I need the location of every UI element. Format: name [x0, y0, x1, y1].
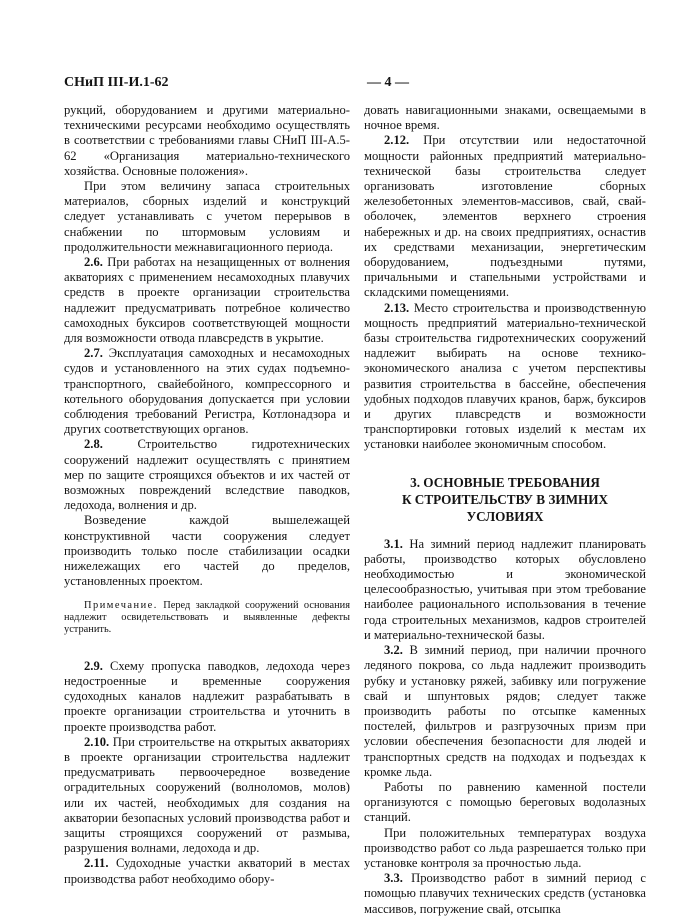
clause-2-12: 2.12. При отсутствии или недостаточной мощности районных предприятий материально-технической базы строительства следует организовать изготовление сборных железобетонных элементов-массивов, свай, свай-оболочек, элементов верхнего строения набережных и др. на своих предприятиях, оснастив их средствами механизации, энергетическим оборудованием, подъездными путями, причальными и стапельными устройствами и складскими помещениями. [364, 133, 646, 300]
paragraph: рукций, оборудованием и другими материально-техническими ресурсами необходимо осуществлять в соответствии с требованиями главы СНиП III-А.5-62 «Организация материально-технического хозяйства. Основные положения». [64, 103, 350, 178]
clause-2-13: 2.13. Место строительства и производственную мощность предприятий материально-технической базы строительства гидротехнических сооружений надлежит выбирать на основе технико-экономического анализа с учетом перспективы развития строительства в бассейне, обеспечения удобных подходов плавучих кранов, барж, буксиров и других плавсредств и возможности транспортировки готовых изделий к местам их установки наиболее экономичным способом. [364, 300, 646, 452]
clause-number: 2.8. [84, 437, 103, 452]
clause-number: 2.7. [84, 346, 103, 361]
section-heading: 3. ОСНОВНЫЕ ТРЕБОВАНИЯ К СТРОИТЕЛЬСТВУ В ЗИМНИХ УСЛОВИЯХ [401, 474, 609, 524]
clause-number: 3.1. [384, 536, 403, 551]
clause-2-10: 2.10. При строительстве на открытых акваториях в проекте организации строительства надлежит предусматривать первоочередное возведение оградительных сооружений (волноломов, молов) или их частей, необходимых для создания на акватории безопасных условий производства работ и защиты строящихся сооружений от размыва, разрушения волнами, ледохода и др. [64, 734, 350, 856]
clause-number: 2.6. [84, 255, 103, 270]
clause-2-8: 2.8. Строительство гидротехнических сооружений надлежит осуществлять с принятием мер по защите строящихся объектов и их частей от возможных повреждений вследствие паводков, ледохода, волнения и др. [64, 437, 350, 513]
clause-number: 2.10. [84, 734, 110, 749]
clause-number: 2.9. [84, 658, 103, 673]
clause-number: 2.11. [84, 856, 109, 871]
paragraph: довать навигационными знаками, освещаемыми в ночное время. [364, 103, 646, 133]
paragraph: Работы по равнению каменной постели организуются с помощью береговых водолазных станций. [364, 779, 646, 825]
clause-3-1: 3.1. На зимний период надлежит планировать работы, производство которых обусловлено необходимостью и экономической целесообразностью, учитывая при этом требование наиболее рационального использования в течение года строительных механизмов, кадров строителей и материально-технической базы. [364, 536, 647, 642]
clause-2-11: 2.11. Судоходные участки акваторий в местах производства работ необходимо обору- [64, 856, 351, 886]
note [64, 600, 350, 637]
clause-number: 2.13. [384, 300, 410, 315]
left-column [64, 103, 350, 887]
paragraph: При положительных температурах воздуха производство работ со льда разрешается только при установке контроля за прочностью льда. [364, 825, 646, 870]
note-label: Примечание. [84, 599, 158, 611]
clause-2-7: 2.7. Эксплуатация самоходных и несамоходных судов и установленного на этих судах подъемно-транспортного, свайебойного, компрессорного и котельного оборудования допускается при условии соблюдения требований Регистра, Котлонадзора и других соответствующих органов. [64, 346, 350, 437]
note-text: Перед закладкой сооружений основания надлежит освидетельствовать и выявленные дефекты устранить. [64, 599, 350, 636]
clause-number: 3.3. [384, 871, 403, 886]
document-code: СНиП III-И.1-62 [64, 75, 169, 90]
clause-3-3: 3.3. Производство работ в зимний период с помощью плавучих технических средств (установка массивов, погружение свай, отсыпка [364, 871, 646, 916]
paragraph: Возведение каждой вышележащей конструктивной части сооружения следует производить только после стабилизации осадки нижележащих его частей до пределов, установленных проектом. [64, 513, 350, 589]
clause-2-9: 2.9. Схему пропуска паводков, ледохода через недостроенные и временные сооружения судоходных каналов надлежит разрабатывать в проекте организации строительства и уточнить в проекте производства работ. [64, 658, 350, 734]
page-number: — 4 — [367, 75, 409, 90]
right-column [364, 103, 646, 917]
page-header [64, 75, 644, 99]
paragraph: При этом величину запаса строительных материалов, сборных изделий и конструкций следует устанавливать с учетом перерывов в снабжении по штормовым условиям и продолжительности межнавигационного периода. [64, 179, 350, 254]
clause-number: 2.12. [384, 133, 410, 148]
clause-number: 3.2. [384, 643, 403, 658]
clause-3-2: 3.2. В зимний период, при наличии прочного ледяного покрова, со льда надлежит производить рубку и установку ряжей, забивку или погружение свай и шпунтовых рядов; следует также производить работы по отсыпке каменных постелей, фильтров и разгрузочных призм при условии обеспечения безопасности для людей и транспортных средств на подходах и подъездах к кромке льда. [364, 643, 646, 779]
clause-2-6: 2.6. При работах на незащищенных от волнения акваториях с применением несамоходных плавучих средств в проекте организации строительства надлежит предусматривать потребное количество самоходных буксиров соответствующей мощности для возможности отвода плавсредств в укрытие. [64, 255, 350, 346]
